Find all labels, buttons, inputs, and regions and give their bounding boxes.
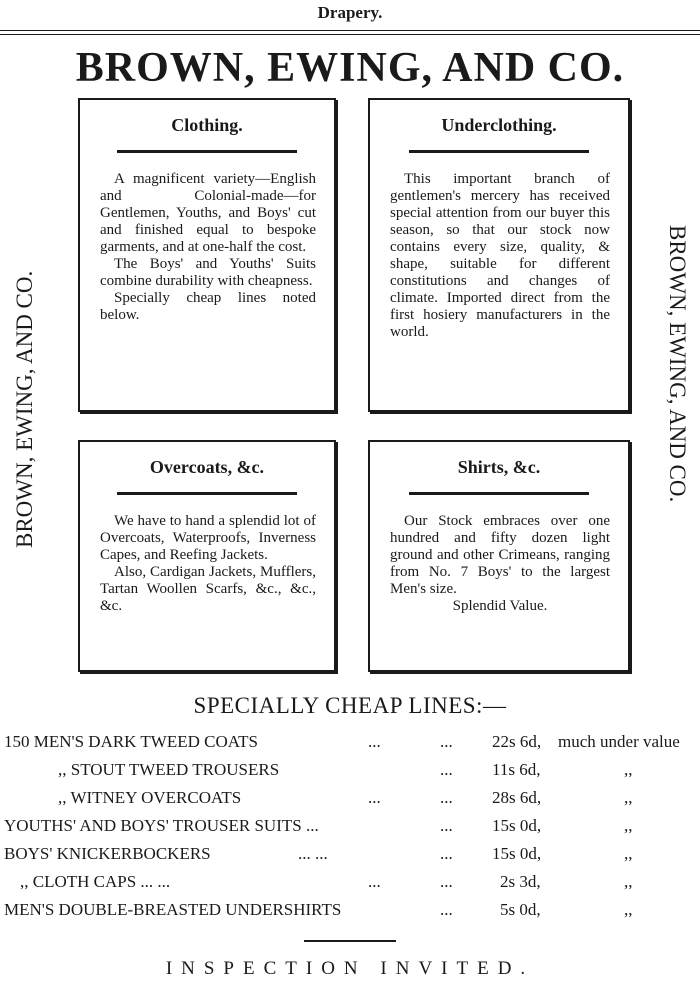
price-dots: ...	[440, 844, 453, 863]
price-dots: ...	[368, 788, 381, 807]
price-dots: ...	[440, 900, 453, 919]
price-dots: ...	[440, 760, 453, 779]
price-row	[0, 840, 700, 868]
price-row	[0, 812, 700, 840]
clothing-box	[78, 98, 336, 412]
price-dots: ... ...	[298, 844, 328, 863]
price-dots: ...	[440, 816, 453, 835]
price-dots: ...	[440, 788, 453, 807]
price-row	[0, 896, 700, 924]
price-row	[0, 756, 700, 784]
box-paragraph: Our Stock embraces over one hundred and fifty dozen light ground and other Crimeans, ranging from No. 7 Boys' to the largest Men's size.	[390, 513, 610, 597]
price-value: 2s 3d,	[500, 872, 541, 891]
price-item: 150 MEN'S DARK TWEED COATS	[4, 732, 258, 751]
shirts-box	[368, 440, 630, 672]
price-dots: ...	[368, 732, 381, 751]
cheap-lines-title: SPECIALLY CHEAP LINES:—	[193, 693, 507, 718]
price-item: MEN'S DOUBLE-BREASTED UNDERSHIRTS	[4, 900, 342, 919]
box-closing: Splendid Value.	[452, 598, 548, 614]
price-item: YOUTHS' AND BOYS' TROUSER SUITS ...	[4, 816, 319, 835]
footer-rule	[304, 940, 396, 942]
price-value: 15s 0d,	[492, 844, 542, 863]
header-rule-top	[0, 30, 700, 31]
price-row	[0, 728, 700, 756]
box-body	[80, 513, 334, 615]
box-heading: Underclothing.	[441, 115, 557, 135]
price-note: much under value	[558, 732, 680, 751]
underclothing-box	[368, 98, 630, 412]
price-item: ,, STOUT TWEED TROUSERS	[58, 760, 280, 779]
price-value: 11s 6d,	[492, 760, 541, 779]
box-paragraph: The Boys' and Youths' Suits combine durability with cheapness.	[100, 256, 316, 289]
price-note: ,,	[624, 788, 633, 807]
overcoats-box	[78, 440, 336, 672]
box-heading: Shirts, &c.	[457, 457, 541, 477]
price-item: ,, CLOTH CAPS ... ...	[20, 872, 171, 891]
price-value: 5s 0d,	[500, 900, 541, 919]
price-note: ,,	[624, 844, 633, 863]
box-heading: Clothing.	[171, 115, 243, 135]
price-value: 28s 6d,	[492, 788, 542, 807]
advertiser-title: BROWN, EWING, AND CO.	[75, 45, 625, 91]
box-paragraph: Specially cheap lines noted below.	[100, 290, 316, 323]
box-rule	[117, 150, 297, 153]
box-body	[370, 513, 628, 615]
price-row	[0, 784, 700, 812]
price-note: ,,	[624, 872, 633, 891]
box-paragraph: This important branch of gentlemen's mercery has received special attention from our buyer this season, so that our stock now contains every size, quality, & shape, suitable for different constitutions and changes of climate. Imported direct from the first hosiery manufacturers in the world.	[390, 171, 610, 340]
price-note: ,,	[624, 816, 633, 835]
box-heading: Overcoats, &c.	[149, 457, 265, 477]
box-body	[80, 171, 334, 324]
box-paragraph: A magnificent variety—English and Colonial-made—for Gentlemen, Youths, and Boys' cut and finished equal to bespoke garments, and at one-half the cost.	[100, 171, 316, 255]
price-row	[0, 868, 700, 896]
box-rule	[409, 150, 589, 153]
price-item: BOYS' KNICKERBOCKERS	[4, 844, 211, 863]
price-value: 15s 0d,	[492, 816, 542, 835]
section-header: Drapery.	[317, 3, 383, 22]
box-paragraph: We have to hand a splendid lot of Overcoats, Waterproofs, Inverness Capes, and Reefing Jackets.	[100, 513, 316, 563]
footer-invitation: INSPECTION INVITED.	[165, 958, 535, 979]
price-item: ,, WITNEY OVERCOATS	[58, 788, 242, 807]
side-text-right: BROWN, EWING, AND CO.	[665, 225, 690, 503]
price-value: 22s 6d,	[492, 732, 542, 751]
box-body	[370, 171, 628, 341]
box-rule	[117, 492, 297, 495]
price-dots: ...	[368, 872, 381, 891]
price-dots: ...	[440, 732, 453, 751]
header-rule-bottom	[0, 34, 700, 35]
price-note: ,,	[624, 760, 633, 779]
price-dots: ...	[440, 872, 453, 891]
box-paragraph: Also, Cardigan Jackets, Mufflers, Tartan Woollen Scarfs, &c., &c., &c.	[100, 564, 316, 614]
price-note: ,,	[624, 900, 633, 919]
box-rule	[409, 492, 589, 495]
side-text-left: BROWN, EWING, AND CO.	[12, 270, 37, 548]
